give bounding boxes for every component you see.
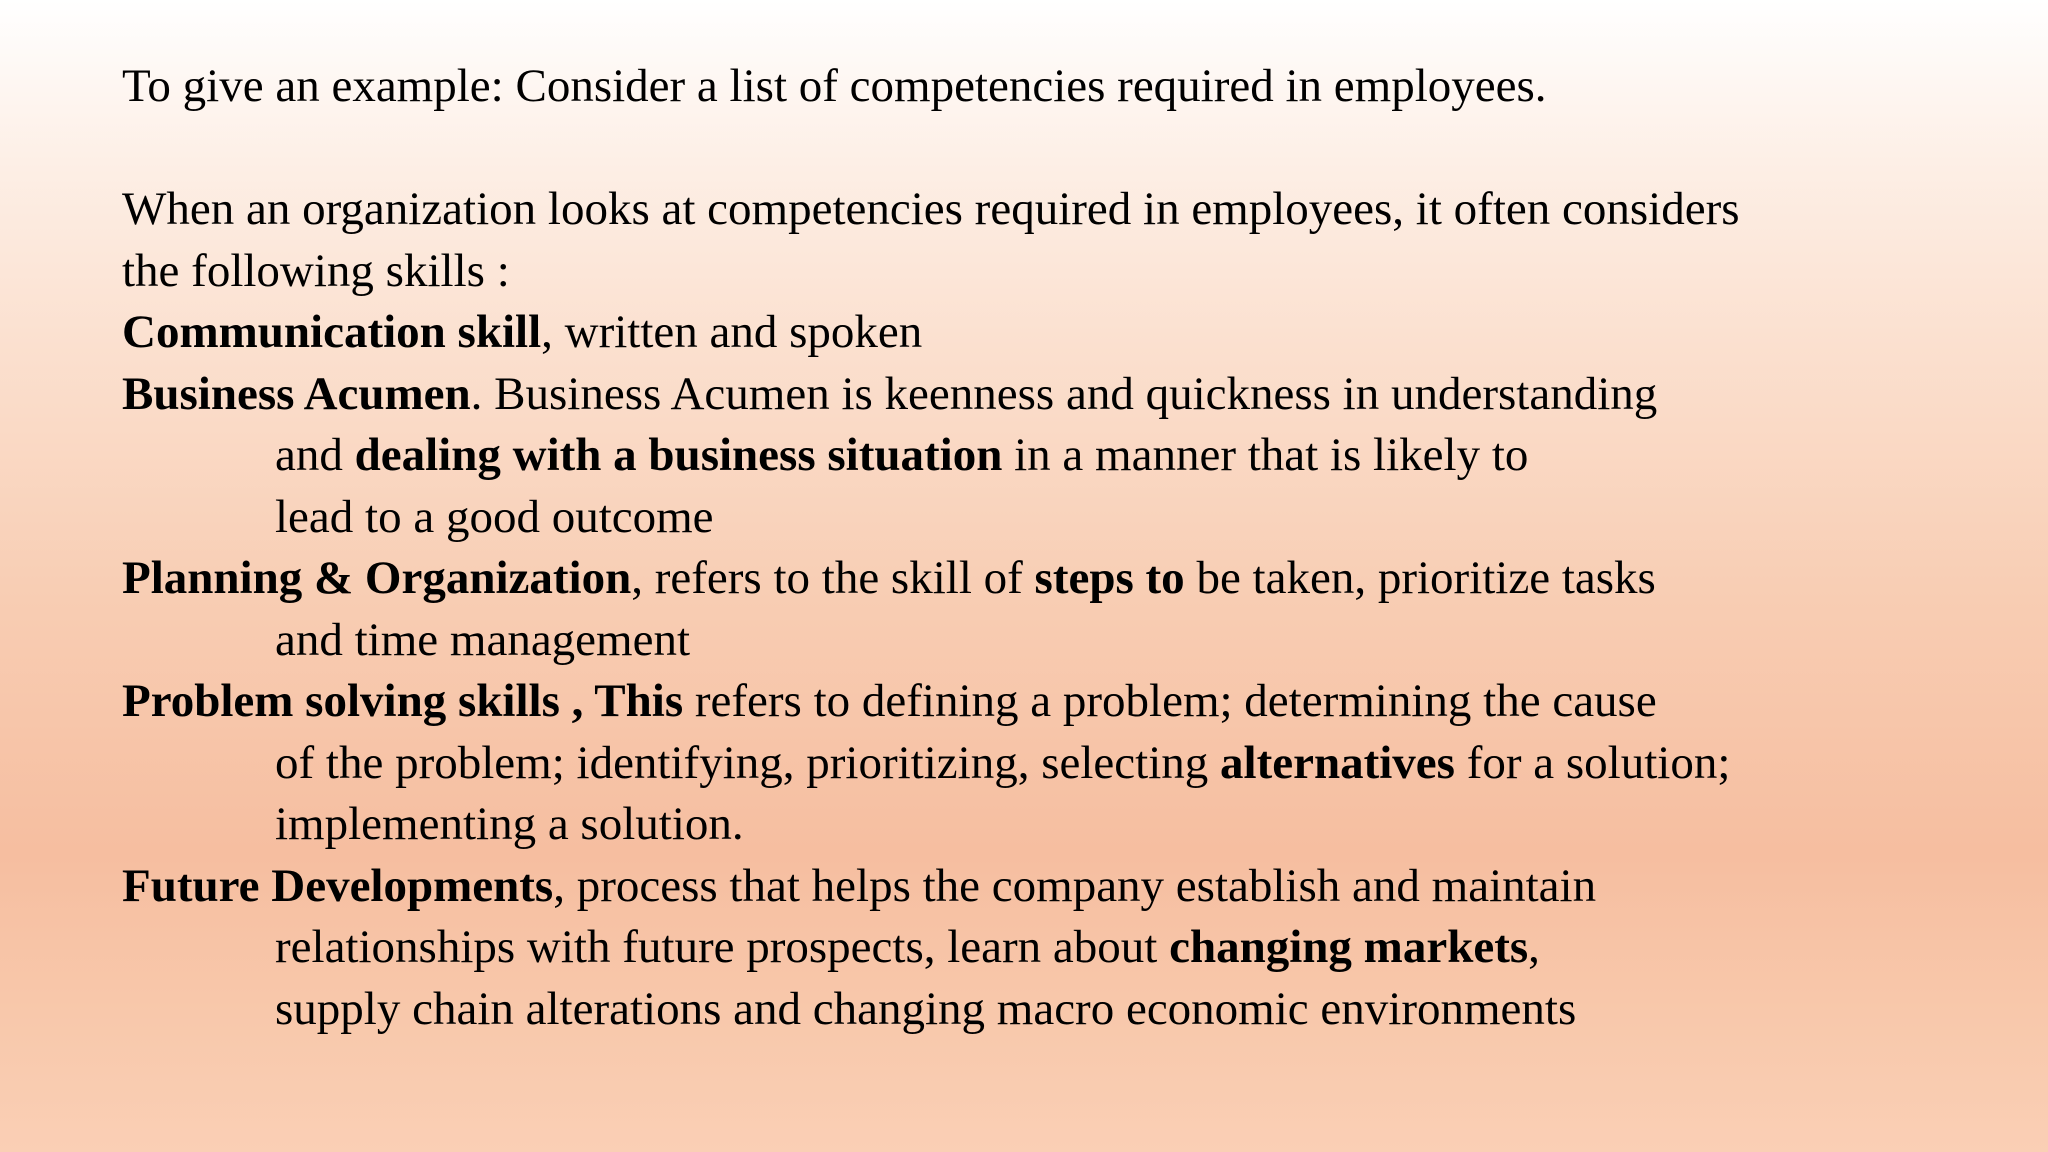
- lead-line-2: the following skills :: [122, 244, 510, 297]
- lead-line-1: When an organization looks at competencies required in employees, it often considers: [122, 183, 1740, 235]
- planning-item-line-2: and time management: [275, 613, 691, 666]
- business-desc: . Business Acumen is keenness and quickness in understanding: [470, 367, 1658, 420]
- planning-emphasis: steps to: [1034, 552, 1185, 604]
- planning-desc-end: be taken, prioritize tasks: [1184, 552, 1656, 604]
- problem-desc: refers to defining a problem; determining the cause: [683, 675, 1657, 727]
- blank-line: [122, 118, 2002, 180]
- future-term: Future Developments: [122, 859, 554, 912]
- business-item: [122, 364, 2002, 426]
- intro-line: To give an example: Consider a list of competencies required in employees.: [122, 60, 1547, 112]
- planning-desc: , refers to the skill of: [631, 552, 1035, 604]
- future-desc: , process that helps the company establish and maintain: [553, 859, 1597, 912]
- business-term: Business Acumen: [122, 367, 471, 420]
- problem-line2-prefix: of the problem; identifying, prioritizing, selecting: [275, 736, 1221, 789]
- communication-term: Communication skill: [122, 306, 542, 358]
- future-line2-suffix: ,: [1528, 921, 1540, 973]
- problem-term: Problem solving skills , This: [122, 675, 684, 727]
- problem-item-line-2: [122, 733, 2002, 795]
- business-line2-prefix: and: [275, 429, 355, 481]
- planning-term: Planning & Organization: [122, 552, 632, 604]
- future-emphasis: changing markets: [1169, 921, 1529, 973]
- business-line2-suffix: in a manner that is likely to: [1002, 429, 1529, 481]
- business-item-line-2: [122, 425, 2002, 487]
- business-emphasis: dealing with a business situation: [354, 429, 1003, 481]
- business-item-line-3: lead to a good outcome: [275, 490, 714, 543]
- problem-item-line-3: implementing a solution.: [275, 798, 744, 850]
- problem-item: [122, 671, 2002, 733]
- communication-item: [122, 302, 2002, 364]
- future-line2-prefix: relationships with future prospects, learn about: [275, 921, 1170, 973]
- communication-desc: , written and spoken: [541, 306, 923, 358]
- future-item-line-2: [122, 917, 2002, 979]
- slide-body: [122, 56, 2002, 1040]
- planning-item: [122, 548, 2002, 610]
- problem-line2-suffix: for a solution;: [1454, 736, 1731, 789]
- future-item: [122, 856, 2002, 918]
- problem-emphasis: alternatives: [1220, 736, 1455, 789]
- future-item-line-3: supply chain alterations and changing macro economic environments: [275, 982, 1577, 1035]
